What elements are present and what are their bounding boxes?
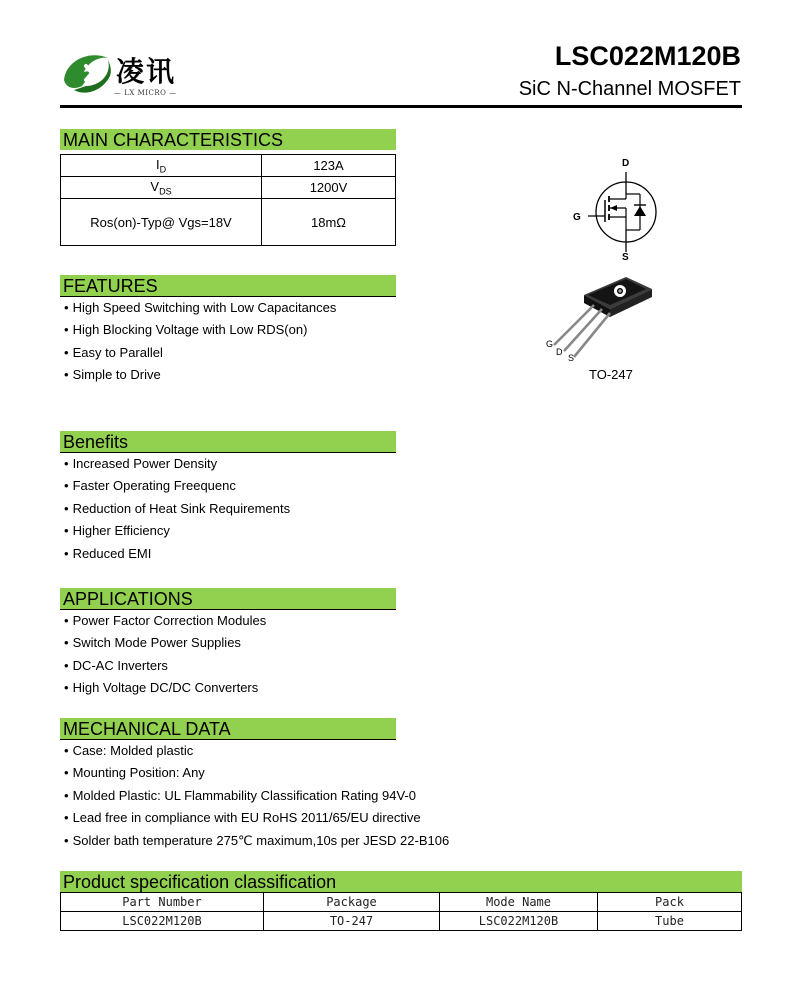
product-spec-table [60, 892, 742, 931]
list-item: • Lead free in compliance with EU RoHS 2011/65/EU directive [64, 810, 449, 832]
section-divider [60, 296, 396, 297]
list-item: • Power Factor Correction Modules [64, 613, 266, 635]
section-divider [60, 739, 396, 740]
logo-chinese-text: 凌讯 [116, 55, 177, 88]
table-cell: Tube [598, 912, 742, 931]
section-divider [60, 452, 396, 453]
mechanical-data-heading: MECHANICAL DATA [60, 718, 396, 739]
applications-heading: APPLICATIONS [60, 588, 396, 609]
list-item: • Simple to Drive [64, 367, 336, 389]
table-cell: LSC022M120B [440, 912, 598, 931]
header-cell: Mode Name [440, 893, 598, 912]
package-label: TO-247 [589, 367, 633, 382]
header-cell: Package [264, 893, 440, 912]
part-subtitle: SiC N-Channel MOSFET [518, 78, 741, 100]
param-cell: $V_{DS}$ [61, 177, 262, 199]
benefits-heading: Benefits [60, 431, 396, 452]
main-characteristics-table [60, 154, 396, 246]
part-number-title: LSC022M120B [554, 41, 741, 71]
mosfet-symbol [568, 154, 678, 262]
value-cell: 123A [262, 155, 396, 177]
table-row [61, 199, 396, 246]
source-label: S [622, 252, 629, 262]
list-item: • Increased Power Density [64, 456, 290, 478]
section-divider [60, 609, 396, 610]
table-cell: TO-247 [264, 912, 440, 931]
main-characteristics-heading: MAIN CHARACTERISTICS [60, 129, 396, 150]
value-cell: 18mΩ [262, 199, 396, 246]
product-spec-heading: Product specification classification [60, 871, 742, 892]
list-item: • Case: Molded plastic [64, 743, 449, 765]
table-cell: LSC022M120B [61, 912, 264, 931]
list-item: • High Voltage DC/DC Converters [64, 680, 266, 702]
features-heading: FEATURES [60, 275, 396, 296]
param-cell: $I_D$ [61, 155, 262, 177]
mechanical-data-list [64, 743, 449, 855]
list-item: • Faster Operating Freequenc [64, 478, 290, 500]
to247-package-icon [540, 273, 660, 368]
param-cell: Ros(on)-Typ@ Vgs=18V [61, 199, 262, 246]
list-item: • Higher Efficiency [64, 523, 290, 545]
table-row [61, 155, 396, 177]
logo-english-text: — LX MICRO — [114, 89, 177, 97]
drain-label: D [622, 158, 630, 169]
gate-label: G [573, 212, 581, 223]
list-item: • DC-AC Inverters [64, 658, 266, 680]
header-divider [60, 105, 742, 108]
pin-s-label: S [568, 353, 575, 363]
header-cell: Pack [598, 893, 742, 912]
list-item: • Mounting Position: Any [64, 765, 449, 787]
applications-list [64, 613, 266, 703]
table-row [61, 912, 742, 931]
list-item: • Molded Plastic: UL Flammability Classification Rating 94V-0 [64, 788, 449, 810]
value-cell: 1200V [262, 177, 396, 199]
list-item: • Reduction of Heat Sink Requirements [64, 501, 290, 523]
table-header-row [61, 893, 742, 912]
list-item: • Switch Mode Power Supplies [64, 635, 266, 657]
header-cell: Part Number [61, 893, 264, 912]
body-diode-icon [634, 206, 646, 216]
list-item: • Reduced EMI [64, 546, 290, 568]
features-list [64, 300, 336, 390]
list-item: • Easy to Parallel [64, 345, 336, 367]
list-item: • High Speed Switching with Low Capacitances [64, 300, 336, 322]
table-row [61, 177, 396, 199]
benefits-list [64, 456, 290, 568]
list-item: • Solder bath temperature 275℃ maximum,10s per JESD 22-B106 [64, 833, 449, 855]
pin-g-label: G [546, 339, 554, 349]
pin-d-label: D [556, 347, 563, 357]
list-item: • High Blocking Voltage with Low RDS(on) [64, 322, 336, 344]
